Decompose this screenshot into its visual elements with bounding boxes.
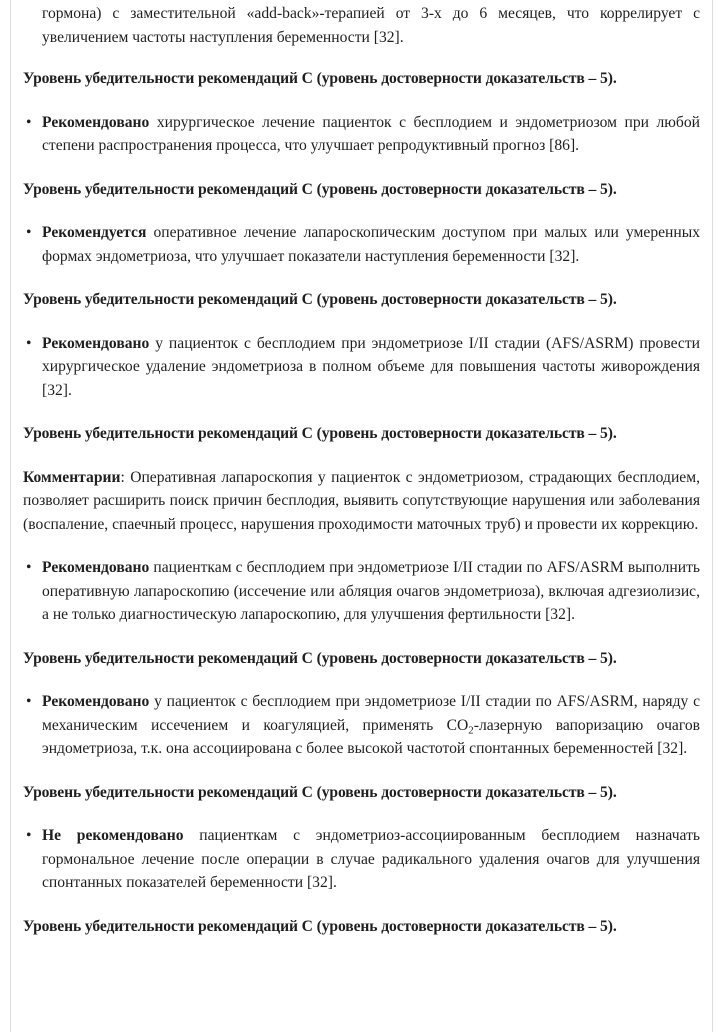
intro-paragraph-tail: гормона) с заместительной «add-back»-терапией от 3-х до 6 месяцев, что коррелирует с увеличением частоты наступления беременности [32].: [42, 5, 700, 46]
recommendation-text: хирургическое лечение пациенток с бесплодием и эндометриозом при любой степени распространения процесса, что улучшает репродуктивный прогноз [86].: [42, 113, 700, 154]
bullet-icon: •: [26, 334, 32, 352]
recommendation-lead: Рекомендовано: [42, 559, 150, 576]
comment-text: : Оперативная лапароскопия у пациенток с эндометриозом, страдающих бесплодием, позволяет расширить поиск причин бесплодия, выявить сопутствующие нарушения или заболевания (воспаление, спаечный процесс, нарушения проходимости маточных труб) и провести их коррекцию.: [23, 468, 700, 533]
recommendation-item-6: [23, 824, 700, 895]
document-page: [23, 2, 700, 958]
bullet-icon: •: [26, 693, 32, 710]
evidence-level-5: Уровень убедительности рекомендаций C (уровень достоверности доказательств – 5).: [23, 649, 617, 667]
subscript-two: 2: [468, 723, 474, 736]
recommendation-lead: Рекомендовано: [42, 334, 150, 352]
recommendation-text: оперативное лечение лапароскопическим доступом при малых или умеренных формах эндометриоза, что улучшает показатели наступления беременности [32].: [42, 224, 700, 265]
comment-label: Комментарии: [23, 468, 121, 486]
evidence-level-4: Уровень убедительности рекомендаций C (уровень достоверности доказательств – 5).: [23, 425, 617, 442]
recommendation-text-cont: -лазерную вапоризацию очагов эндометриоза, т.к. она ассоциирована с более высокой частотой спонтанных беременностей [32].: [42, 716, 700, 757]
recommendation-item-3: [23, 332, 700, 403]
bullet-icon: •: [26, 113, 32, 131]
bullet-icon: •: [26, 224, 32, 241]
bullet-icon: •: [26, 559, 32, 576]
recommendation-lead: Не рекомендовано: [42, 827, 184, 844]
evidence-level-2: Уровень убедительности рекомендаций C (уровень достоверности доказательств – 5).: [23, 180, 617, 198]
recommendation-item-1: [23, 111, 700, 158]
recommendation-text: пациенткам с бесплодием при эндометриозе I/II стадии по AFS/ASRM выполнить оперативную лапароскопию (иссечение или абляция очагов эндометриоза), включая адгезиолизис, а не только диагностическую лапароскопию, для улучшения фертильности [32].: [42, 559, 700, 623]
evidence-level-7: Уровень убедительности рекомендаций C (уровень достоверности доказательств – 5).: [23, 917, 617, 935]
recommendation-text: у пациенток с бесплодием при эндометриозе I/II стадии по AFS/ASRM, наряду с механическим иссечением и коагуляцией, применять CO: [42, 693, 700, 734]
recommendation-item-5: [23, 690, 700, 761]
recommendation-lead: Рекомендовано: [42, 693, 150, 710]
recommendation-item-4: [23, 556, 700, 627]
recommendation-text: пациенткам с эндометриоз-ассоциированным бесплодием назначать гормональное лечение после операции в случае радикального удаления очагов для улучшения спонтанных показателей беременности [32].: [42, 827, 701, 891]
evidence-level-6: Уровень убедительности рекомендаций C (уровень достоверности доказательств – 5).: [23, 783, 617, 801]
evidence-level-1: Уровень убедительности рекомендаций C (уровень достоверности доказательств – 5).: [23, 70, 617, 87]
recommendation-text: у пациенток с бесплодием при эндометриозе I/II стадии (AFS/ASRM) провести хирургическое удаление эндометриоза в полном объеме для повышения частоты живорождения [32].: [42, 334, 700, 399]
recommendation-lead: Рекомендовано: [42, 113, 150, 131]
comment-paragraph: [23, 466, 700, 537]
recommendation-item-2: [23, 221, 700, 268]
recommendation-lead: Рекомендуется: [42, 224, 147, 241]
evidence-level-3: Уровень убедительности рекомендаций C (уровень достоверности доказательств – 5).: [23, 291, 617, 308]
bullet-icon: •: [26, 827, 32, 844]
